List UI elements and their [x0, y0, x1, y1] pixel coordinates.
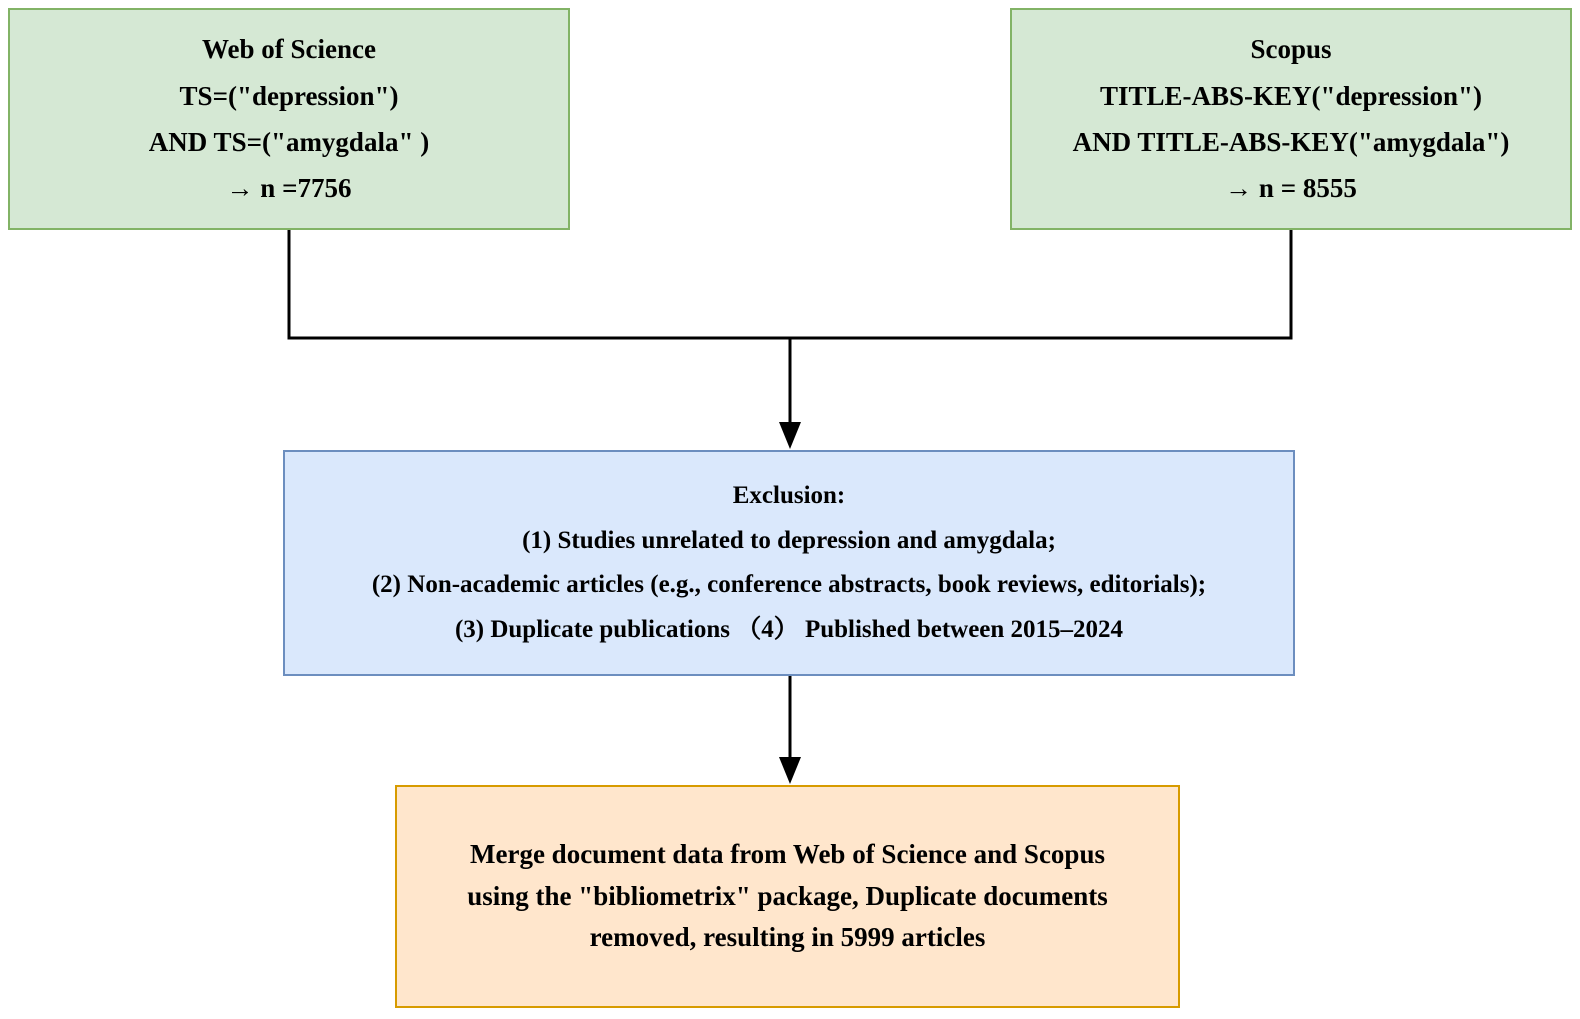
merge-text-line-3: removed, resulting in 5999 articles — [589, 922, 986, 953]
arrow-to-exclusion-head — [779, 422, 801, 449]
merge-text-line-2: using the "bibliometrix" package, Duplicate documents — [467, 880, 1108, 911]
wos-result-count: → n =7756 — [226, 173, 352, 204]
scopus-result-count: → n = 8555 — [1225, 173, 1357, 204]
exclusion-criterion-1: (1) Studies unrelated to depression and amygdala; — [522, 526, 1056, 554]
exclusion-title: Exclusion: — [732, 482, 846, 509]
merge-text-line-1: Merge document data from Web of Science and Scopus — [470, 838, 1105, 869]
scopus-query-line-1: TITLE-ABS-KEY("depression") — [1099, 80, 1483, 111]
merge-result-box — [395, 785, 1180, 1008]
wos-search-box — [8, 8, 570, 230]
scopus-source-title: Scopus — [1250, 34, 1332, 65]
wos-query-line-2: AND TS=("amygdala" ) — [148, 127, 430, 157]
exclusion-criterion-3-4: (3) Duplicate publications （4） Published between 2015–2024 — [454, 615, 1124, 643]
arrow-to-merge-head — [779, 757, 801, 784]
exclusion-criteria-box — [283, 450, 1295, 676]
exclusion-criterion-2: (2) Non-academic articles (e.g., conference abstracts, book reviews, editorials); — [371, 571, 1207, 598]
wos-query-line-1: TS=("depression") — [179, 80, 399, 111]
merge-connector-line — [289, 230, 1291, 338]
scopus-search-box — [1010, 8, 1572, 230]
wos-source-title: Web of Science — [202, 34, 376, 65]
scopus-query-line-2: AND TITLE-ABS-KEY("amygdala") — [1072, 127, 1510, 157]
